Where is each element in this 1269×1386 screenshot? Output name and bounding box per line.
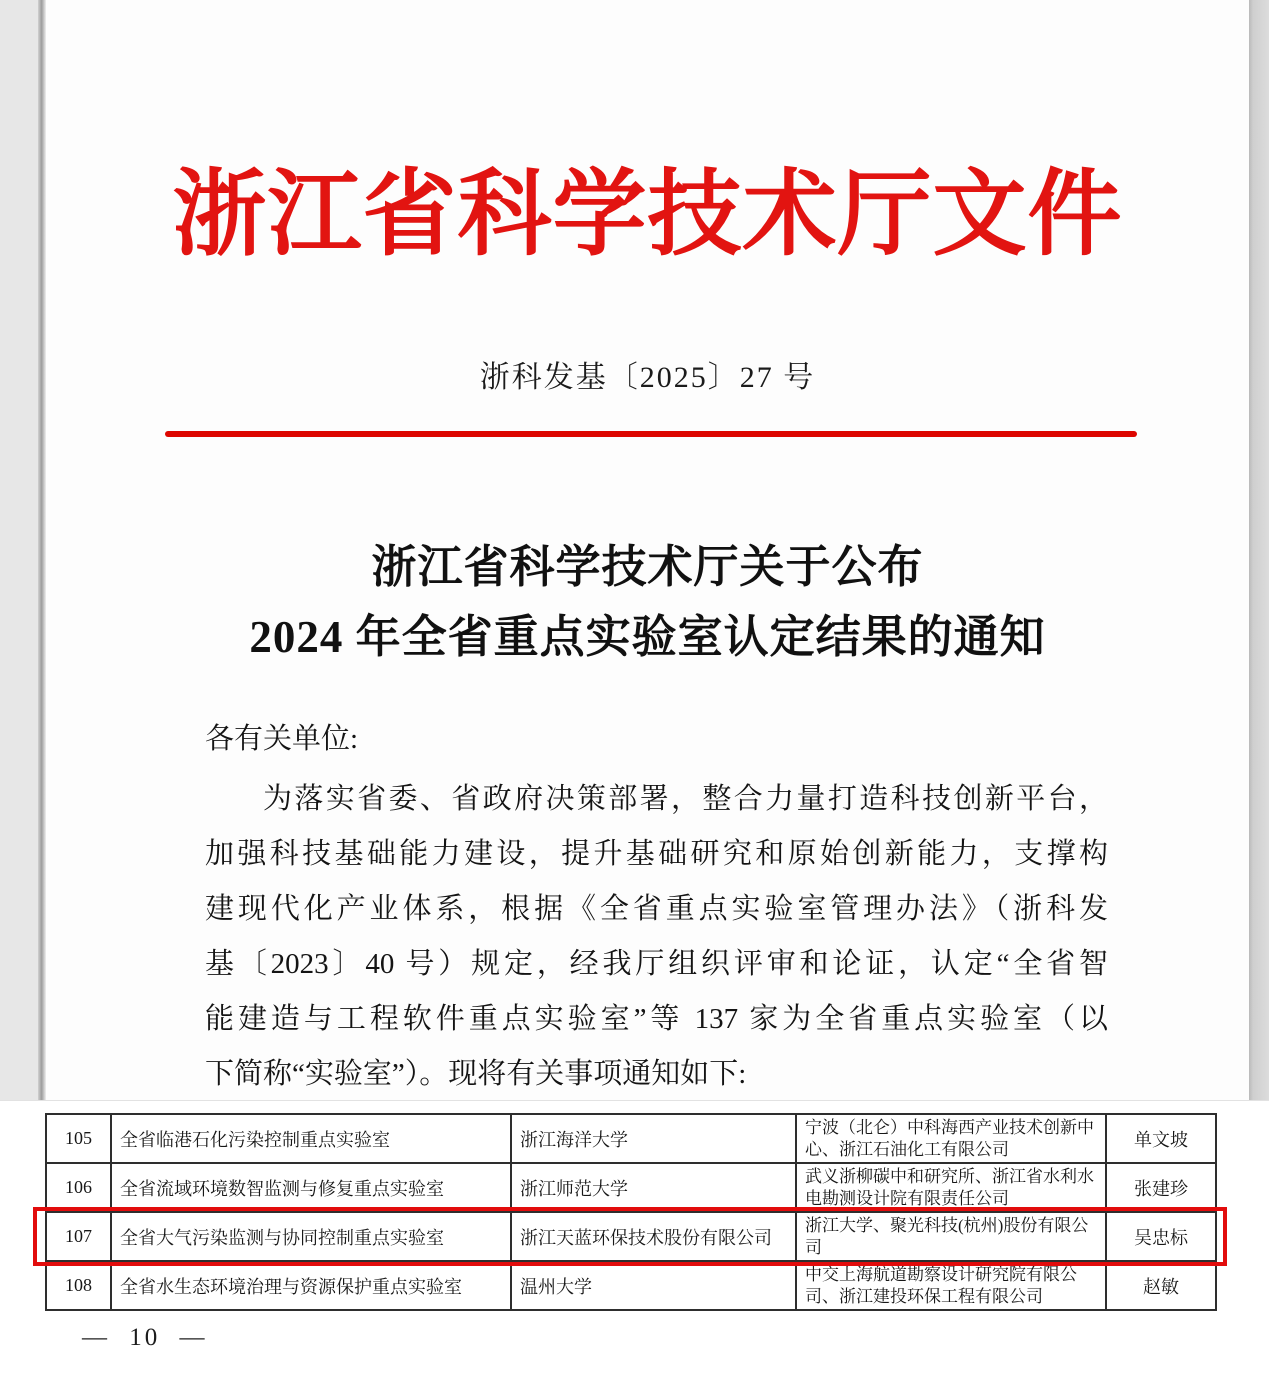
institution-cell: 浙江师范大学 (511, 1163, 796, 1212)
institution-cell: 浙江海洋大学 (511, 1114, 796, 1163)
salutation: 各有关单位: (205, 723, 359, 755)
body-line: 基〔2023〕40 号）规定，经我厅组织评审和论证，认定“全省智 (205, 948, 1108, 980)
page-left-edge-shadow (38, 0, 46, 1112)
key-laboratory-table (45, 1113, 1217, 1311)
partners-cell: 武义浙柳碳中和研究所、浙江省水利水电勘测设计院有限责任公司 (796, 1163, 1106, 1212)
leader-cell: 赵敏 (1106, 1261, 1216, 1310)
lab-name-cell: 全省临港石化污染控制重点实验室 (111, 1114, 511, 1163)
table-row (46, 1114, 1216, 1163)
partners-cell: 中交上海航道勘察设计研究院有限公司、浙江建投环保工程有限公司 (796, 1261, 1106, 1310)
row-number-cell: 108 (46, 1261, 111, 1310)
institution-cell: 温州大学 (511, 1261, 796, 1310)
notice-title-line2: 2024 年全省重点实验室认定结果的通知 (249, 612, 1046, 662)
lab-name-cell: 全省大气污染监测与协同控制重点实验室 (111, 1212, 511, 1261)
body-paragraph (205, 772, 1108, 1102)
body-line: 加强科技基础能力建设，提升基础研究和原始创新能力，支撑构 (205, 838, 1108, 870)
table-row-highlighted (46, 1212, 1216, 1261)
row-number-cell: 107 (46, 1212, 111, 1261)
scan-right-margin (1249, 0, 1269, 1112)
scan-left-margin (0, 0, 38, 1112)
body-line: 建现代化产业体系，根据《全省重点实验室管理办法》（浙科发 (205, 893, 1108, 925)
table-row (46, 1163, 1216, 1212)
lab-name-cell: 全省水生态环境治理与资源保护重点实验室 (111, 1261, 511, 1310)
row-number-cell: 105 (46, 1114, 111, 1163)
body-line: 下简称“实验室”）。现将有关事项通知如下: (205, 1058, 747, 1090)
letterhead-red-rule (165, 431, 1137, 437)
body-line: 能建造与工程软件重点实验室”等 137 家为全省重点实验室（以 (205, 1003, 1108, 1035)
institution-cell: 浙江天蓝环保技术股份有限公司 (511, 1212, 796, 1261)
partners-cell: 浙江大学、聚光科技(杭州)股份有限公司 (796, 1212, 1106, 1261)
leader-cell: 吴忠标 (1106, 1212, 1216, 1261)
row-number-cell: 106 (46, 1163, 111, 1212)
table-row (46, 1261, 1216, 1310)
notice-title-line1: 浙江省科学技术厅关于公布 (371, 542, 924, 592)
page-number: — 10 — (82, 1324, 208, 1351)
document-number: 浙科发基〔2025〕27 号 (479, 361, 816, 394)
leader-cell: 单文坡 (1106, 1114, 1216, 1163)
body-line: 为落实省委、省政府决策部署，整合力量打造科技创新平台， (263, 783, 1108, 815)
leader-cell: 张建珍 (1106, 1163, 1216, 1212)
letterhead-title: 浙江省科学技术厅文件 (172, 163, 1123, 267)
partners-cell: 宁波（北仑）中科海西产业技术创新中心、浙江石油化工有限公司 (796, 1114, 1106, 1163)
lab-name-cell: 全省流域环境数智监测与修复重点实验室 (111, 1163, 511, 1212)
